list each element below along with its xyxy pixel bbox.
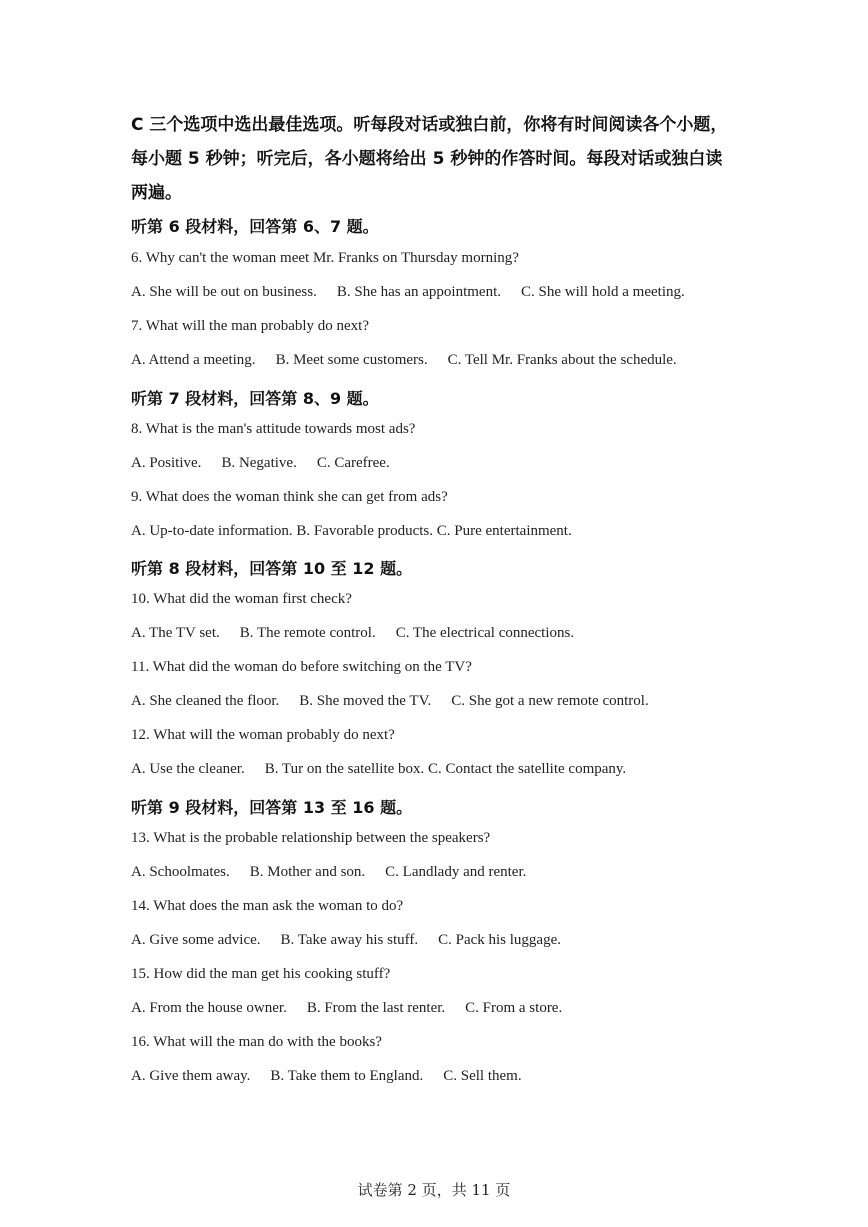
option-b-c: B. Tur on the satellite box. C. Contact the satellite company. xyxy=(264,761,627,777)
option-c: C. From a store. xyxy=(465,1000,563,1016)
question-options xyxy=(131,761,626,778)
question-stem: 6. Why can't the woman meet Mr. Franks on Thursday morning? xyxy=(131,250,519,266)
option-b: B. Mother and son. xyxy=(249,864,366,880)
question-stem: 7. What will the man probably do next? xyxy=(131,318,370,334)
option-c: C. Pack his luggage. xyxy=(438,932,561,948)
options-line: A. Up-to-date information. B. Favorable products. C. Pure entertainment. xyxy=(131,523,572,539)
page-footer: 试卷第 2 页，共 11 页 xyxy=(357,1181,511,1199)
instructions-line-3: 两遍。 xyxy=(131,183,182,203)
question-options xyxy=(131,1000,562,1017)
question-options xyxy=(131,932,561,949)
option-a: A. She cleaned the floor. xyxy=(131,693,280,709)
option-a: A. Use the cleaner. xyxy=(131,761,245,777)
option-b: B. Negative. xyxy=(221,455,297,471)
question-options xyxy=(131,523,572,540)
instructions-paragraph xyxy=(131,108,771,210)
option-a: A. The TV set. xyxy=(131,625,220,641)
question-options xyxy=(131,864,526,881)
option-a: A. She will be out on business. xyxy=(131,284,317,300)
section-heading: 听第 8 段材料，回答第 10 至 12 题。 xyxy=(131,559,413,578)
section-heading: 听第 6 段材料，回答第 6、7 题。 xyxy=(131,217,379,236)
question-stem: 14. What does the man ask the woman to do? xyxy=(131,898,404,914)
question-stem: 16. What will the man do with the books? xyxy=(131,1034,382,1050)
option-a: A. Give some advice. xyxy=(131,932,261,948)
instructions-line-2: 每小题 5 秒钟；听完后，各小题将给出 5 秒钟的作答时间。每段对话或独白读 xyxy=(131,149,723,169)
option-c: C. Landlady and renter. xyxy=(385,864,527,880)
question-stem: 15. How did the man get his cooking stuff? xyxy=(131,966,391,982)
question-options xyxy=(131,284,685,301)
option-c: C. Carefree. xyxy=(316,455,390,471)
option-b: B. From the last renter. xyxy=(306,1000,446,1016)
question-options xyxy=(131,625,574,642)
instructions-line-1: C 三个选项中选出最佳选项。听每段对话或独白前，你将有时间阅读各个小题， xyxy=(131,115,728,135)
question-options xyxy=(131,1068,522,1085)
option-b: B. Take away his stuff. xyxy=(280,932,419,948)
option-b: B. The remote control. xyxy=(239,625,376,641)
option-b: B. She moved the TV. xyxy=(299,693,432,709)
question-options xyxy=(131,693,649,710)
option-c: C. The electrical connections. xyxy=(395,625,575,641)
option-a: A. From the house owner. xyxy=(131,1000,287,1016)
option-c: C. She got a new remote control. xyxy=(451,693,649,709)
option-c: C. Sell them. xyxy=(443,1068,522,1084)
option-a: A. Attend a meeting. xyxy=(131,352,256,368)
option-a: A. Give them away. xyxy=(131,1068,251,1084)
question-stem: 10. What did the woman first check? xyxy=(131,591,352,607)
question-stem: 9. What does the woman think she can get from ads? xyxy=(131,489,448,505)
option-b: B. She has an appointment. xyxy=(336,284,501,300)
section-heading: 听第 9 段材料，回答第 13 至 16 题。 xyxy=(131,798,413,817)
option-a: A. Positive. xyxy=(131,455,202,471)
option-c: C. Tell Mr. Franks about the schedule. xyxy=(447,352,677,368)
section-heading: 听第 7 段材料，回答第 8、9 题。 xyxy=(131,389,379,408)
question-options xyxy=(131,455,390,472)
option-c: C. She will hold a meeting. xyxy=(521,284,685,300)
question-stem: 11. What did the woman do before switching on the TV? xyxy=(131,659,472,675)
option-b: B. Meet some customers. xyxy=(275,352,428,368)
option-b: B. Take them to England. xyxy=(270,1068,424,1084)
question-stem: 12. What will the woman probably do next? xyxy=(131,727,395,743)
question-stem: 8. What is the man's attitude towards most ads? xyxy=(131,421,416,437)
question-options xyxy=(131,352,677,369)
option-a: A. Schoolmates. xyxy=(131,864,230,880)
question-stem: 13. What is the probable relationship between the speakers? xyxy=(131,830,491,846)
